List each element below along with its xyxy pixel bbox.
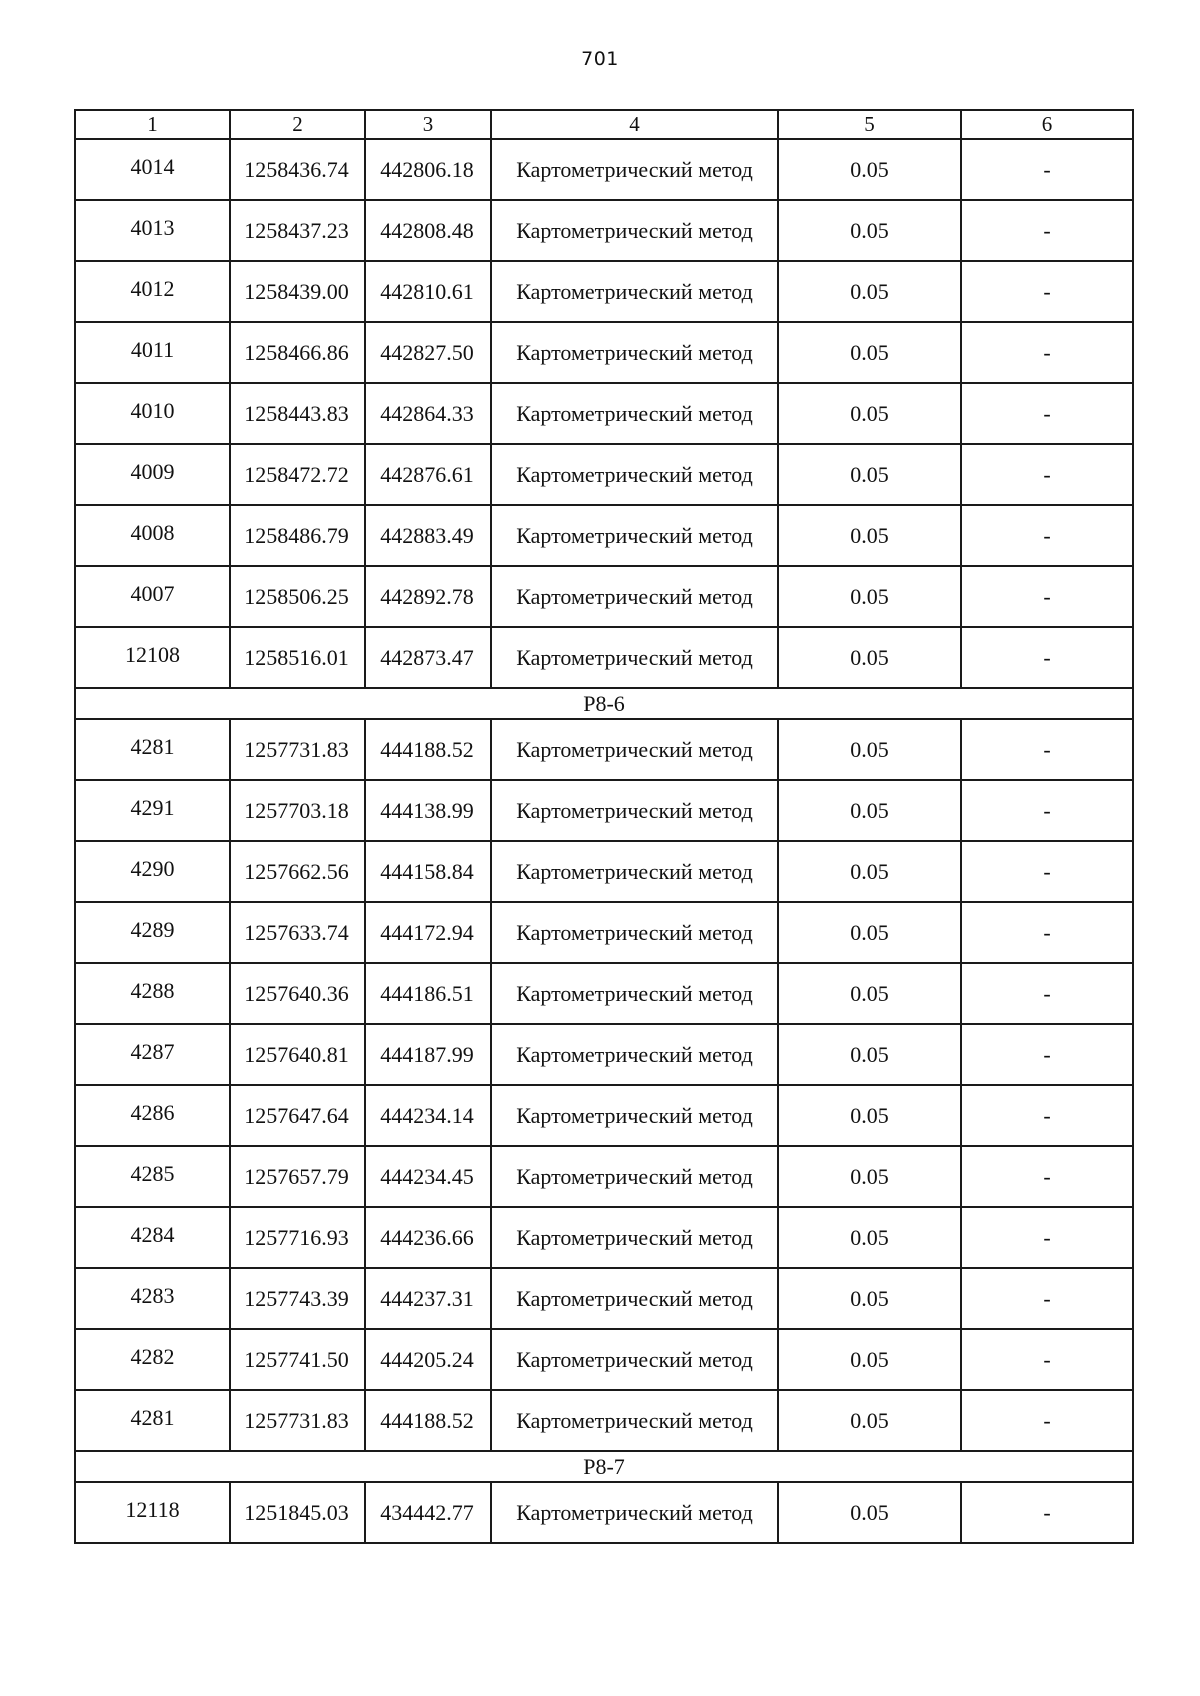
table-row xyxy=(75,841,1133,902)
section-title: Р8-7 xyxy=(75,1451,1133,1482)
note-cell: - xyxy=(961,1390,1133,1451)
y-coordinate-cell: 444237.31 xyxy=(365,1268,491,1329)
note-cell: - xyxy=(961,1207,1133,1268)
method-cell: Картометрический метод xyxy=(491,261,778,322)
x-coordinate-cell: 1257640.36 xyxy=(230,963,365,1024)
method-cell: Картометрический метод xyxy=(491,383,778,444)
accuracy-cell: 0.05 xyxy=(778,1085,961,1146)
accuracy-cell: 0.05 xyxy=(778,627,961,688)
method-cell: Картометрический метод xyxy=(491,444,778,505)
table-row xyxy=(75,1268,1133,1329)
point-number-cell: 4008 xyxy=(75,505,230,566)
y-coordinate-cell: 444188.52 xyxy=(365,719,491,780)
table-row xyxy=(75,566,1133,627)
x-coordinate-cell: 1257743.39 xyxy=(230,1268,365,1329)
accuracy-cell: 0.05 xyxy=(778,780,961,841)
y-coordinate-cell: 442808.48 xyxy=(365,200,491,261)
accuracy-cell: 0.05 xyxy=(778,505,961,566)
x-coordinate-cell: 1257703.18 xyxy=(230,780,365,841)
point-number-cell: 4281 xyxy=(75,1390,230,1451)
table-row xyxy=(75,902,1133,963)
y-coordinate-cell: 444205.24 xyxy=(365,1329,491,1390)
point-number-cell: 4285 xyxy=(75,1146,230,1207)
table-row xyxy=(75,1329,1133,1390)
point-number-cell: 12118 xyxy=(75,1482,230,1543)
table-row xyxy=(75,780,1133,841)
y-coordinate-cell: 444236.66 xyxy=(365,1207,491,1268)
y-coordinate-cell: 444188.52 xyxy=(365,1390,491,1451)
table-row xyxy=(75,444,1133,505)
y-coordinate-cell: 442806.18 xyxy=(365,139,491,200)
x-coordinate-cell: 1257716.93 xyxy=(230,1207,365,1268)
column-header: 3 xyxy=(365,110,491,139)
x-coordinate-cell: 1258516.01 xyxy=(230,627,365,688)
x-coordinate-cell: 1257731.83 xyxy=(230,719,365,780)
note-cell: - xyxy=(961,719,1133,780)
table-row xyxy=(75,200,1133,261)
table-row xyxy=(75,1390,1133,1451)
accuracy-cell: 0.05 xyxy=(778,200,961,261)
table-row xyxy=(75,1024,1133,1085)
x-coordinate-cell: 1251845.03 xyxy=(230,1482,365,1543)
note-cell: - xyxy=(961,1146,1133,1207)
accuracy-cell: 0.05 xyxy=(778,1329,961,1390)
method-cell: Картометрический метод xyxy=(491,1390,778,1451)
accuracy-cell: 0.05 xyxy=(778,1146,961,1207)
column-header: 6 xyxy=(961,110,1133,139)
note-cell: - xyxy=(961,1085,1133,1146)
note-cell: - xyxy=(961,505,1133,566)
method-cell: Картометрический метод xyxy=(491,719,778,780)
column-header: 2 xyxy=(230,110,365,139)
section-row xyxy=(75,1451,1133,1482)
method-cell: Картометрический метод xyxy=(491,1207,778,1268)
accuracy-cell: 0.05 xyxy=(778,1268,961,1329)
accuracy-cell: 0.05 xyxy=(778,383,961,444)
column-header: 4 xyxy=(491,110,778,139)
table-row xyxy=(75,963,1133,1024)
x-coordinate-cell: 1258466.86 xyxy=(230,322,365,383)
method-cell: Картометрический метод xyxy=(491,780,778,841)
accuracy-cell: 0.05 xyxy=(778,566,961,627)
method-cell: Картометрический метод xyxy=(491,627,778,688)
method-cell: Картометрический метод xyxy=(491,1482,778,1543)
method-cell: Картометрический метод xyxy=(491,1085,778,1146)
y-coordinate-cell: 444172.94 xyxy=(365,902,491,963)
point-number-cell: 4288 xyxy=(75,963,230,1024)
column-header: 1 xyxy=(75,110,230,139)
x-coordinate-cell: 1258439.00 xyxy=(230,261,365,322)
table-row xyxy=(75,322,1133,383)
x-coordinate-cell: 1257640.81 xyxy=(230,1024,365,1085)
point-number-cell: 4286 xyxy=(75,1085,230,1146)
y-coordinate-cell: 444234.14 xyxy=(365,1085,491,1146)
point-number-cell: 4007 xyxy=(75,566,230,627)
x-coordinate-cell: 1257647.64 xyxy=(230,1085,365,1146)
accuracy-cell: 0.05 xyxy=(778,841,961,902)
note-cell: - xyxy=(961,200,1133,261)
accuracy-cell: 0.05 xyxy=(778,963,961,1024)
note-cell: - xyxy=(961,322,1133,383)
table-body xyxy=(75,110,1133,1543)
point-number-cell: 4012 xyxy=(75,261,230,322)
table-row xyxy=(75,627,1133,688)
method-cell: Картометрический метод xyxy=(491,200,778,261)
page-number: 701 xyxy=(581,48,619,70)
method-cell: Картометрический метод xyxy=(491,1329,778,1390)
note-cell: - xyxy=(961,1482,1133,1543)
accuracy-cell: 0.05 xyxy=(778,1207,961,1268)
y-coordinate-cell: 442873.47 xyxy=(365,627,491,688)
table-row xyxy=(75,1085,1133,1146)
x-coordinate-cell: 1257633.74 xyxy=(230,902,365,963)
accuracy-cell: 0.05 xyxy=(778,261,961,322)
point-number-cell: 4281 xyxy=(75,719,230,780)
point-number-cell: 4013 xyxy=(75,200,230,261)
y-coordinate-cell: 442864.33 xyxy=(365,383,491,444)
note-cell: - xyxy=(961,1329,1133,1390)
note-cell: - xyxy=(961,780,1133,841)
method-cell: Картометрический метод xyxy=(491,1268,778,1329)
x-coordinate-cell: 1257657.79 xyxy=(230,1146,365,1207)
note-cell: - xyxy=(961,1268,1133,1329)
method-cell: Картометрический метод xyxy=(491,505,778,566)
x-coordinate-cell: 1257741.50 xyxy=(230,1329,365,1390)
accuracy-cell: 0.05 xyxy=(778,719,961,780)
method-cell: Картометрический метод xyxy=(491,322,778,383)
note-cell: - xyxy=(961,139,1133,200)
table-row xyxy=(75,261,1133,322)
point-number-cell: 4289 xyxy=(75,902,230,963)
note-cell: - xyxy=(961,902,1133,963)
x-coordinate-cell: 1258506.25 xyxy=(230,566,365,627)
note-cell: - xyxy=(961,841,1133,902)
accuracy-cell: 0.05 xyxy=(778,902,961,963)
note-cell: - xyxy=(961,627,1133,688)
accuracy-cell: 0.05 xyxy=(778,1024,961,1085)
y-coordinate-cell: 442892.78 xyxy=(365,566,491,627)
note-cell: - xyxy=(961,444,1133,505)
y-coordinate-cell: 442883.49 xyxy=(365,505,491,566)
point-number-cell: 12108 xyxy=(75,627,230,688)
column-header: 5 xyxy=(778,110,961,139)
method-cell: Картометрический метод xyxy=(491,902,778,963)
x-coordinate-cell: 1258436.74 xyxy=(230,139,365,200)
point-number-cell: 4009 xyxy=(75,444,230,505)
x-coordinate-cell: 1257731.83 xyxy=(230,1390,365,1451)
section-row xyxy=(75,688,1133,719)
point-number-cell: 4011 xyxy=(75,322,230,383)
accuracy-cell: 0.05 xyxy=(778,1482,961,1543)
method-cell: Картометрический метод xyxy=(491,963,778,1024)
table-row xyxy=(75,1207,1133,1268)
point-number-cell: 4290 xyxy=(75,841,230,902)
point-number-cell: 4010 xyxy=(75,383,230,444)
point-number-cell: 4284 xyxy=(75,1207,230,1268)
method-cell: Картометрический метод xyxy=(491,841,778,902)
point-number-cell: 4291 xyxy=(75,780,230,841)
y-coordinate-cell: 444138.99 xyxy=(365,780,491,841)
header-row xyxy=(75,110,1133,139)
coordinates-table xyxy=(74,109,1134,1544)
method-cell: Картометрический метод xyxy=(491,139,778,200)
point-number-cell: 4282 xyxy=(75,1329,230,1390)
method-cell: Картометрический метод xyxy=(491,1024,778,1085)
x-coordinate-cell: 1258472.72 xyxy=(230,444,365,505)
table-row xyxy=(75,1482,1133,1543)
note-cell: - xyxy=(961,1024,1133,1085)
x-coordinate-cell: 1258443.83 xyxy=(230,383,365,444)
table-row xyxy=(75,719,1133,780)
accuracy-cell: 0.05 xyxy=(778,139,961,200)
x-coordinate-cell: 1258437.23 xyxy=(230,200,365,261)
accuracy-cell: 0.05 xyxy=(778,444,961,505)
y-coordinate-cell: 434442.77 xyxy=(365,1482,491,1543)
method-cell: Картометрический метод xyxy=(491,566,778,627)
table-row xyxy=(75,139,1133,200)
point-number-cell: 4287 xyxy=(75,1024,230,1085)
y-coordinate-cell: 442810.61 xyxy=(365,261,491,322)
y-coordinate-cell: 444187.99 xyxy=(365,1024,491,1085)
table-row xyxy=(75,1146,1133,1207)
y-coordinate-cell: 442827.50 xyxy=(365,322,491,383)
table-row xyxy=(75,383,1133,444)
note-cell: - xyxy=(961,261,1133,322)
x-coordinate-cell: 1257662.56 xyxy=(230,841,365,902)
method-cell: Картометрический метод xyxy=(491,1146,778,1207)
note-cell: - xyxy=(961,963,1133,1024)
point-number-cell: 4014 xyxy=(75,139,230,200)
accuracy-cell: 0.05 xyxy=(778,322,961,383)
section-title: Р8-6 xyxy=(75,688,1133,719)
table-row xyxy=(75,505,1133,566)
y-coordinate-cell: 444186.51 xyxy=(365,963,491,1024)
point-number-cell: 4283 xyxy=(75,1268,230,1329)
y-coordinate-cell: 444158.84 xyxy=(365,841,491,902)
accuracy-cell: 0.05 xyxy=(778,1390,961,1451)
x-coordinate-cell: 1258486.79 xyxy=(230,505,365,566)
note-cell: - xyxy=(961,383,1133,444)
y-coordinate-cell: 444234.45 xyxy=(365,1146,491,1207)
y-coordinate-cell: 442876.61 xyxy=(365,444,491,505)
note-cell: - xyxy=(961,566,1133,627)
